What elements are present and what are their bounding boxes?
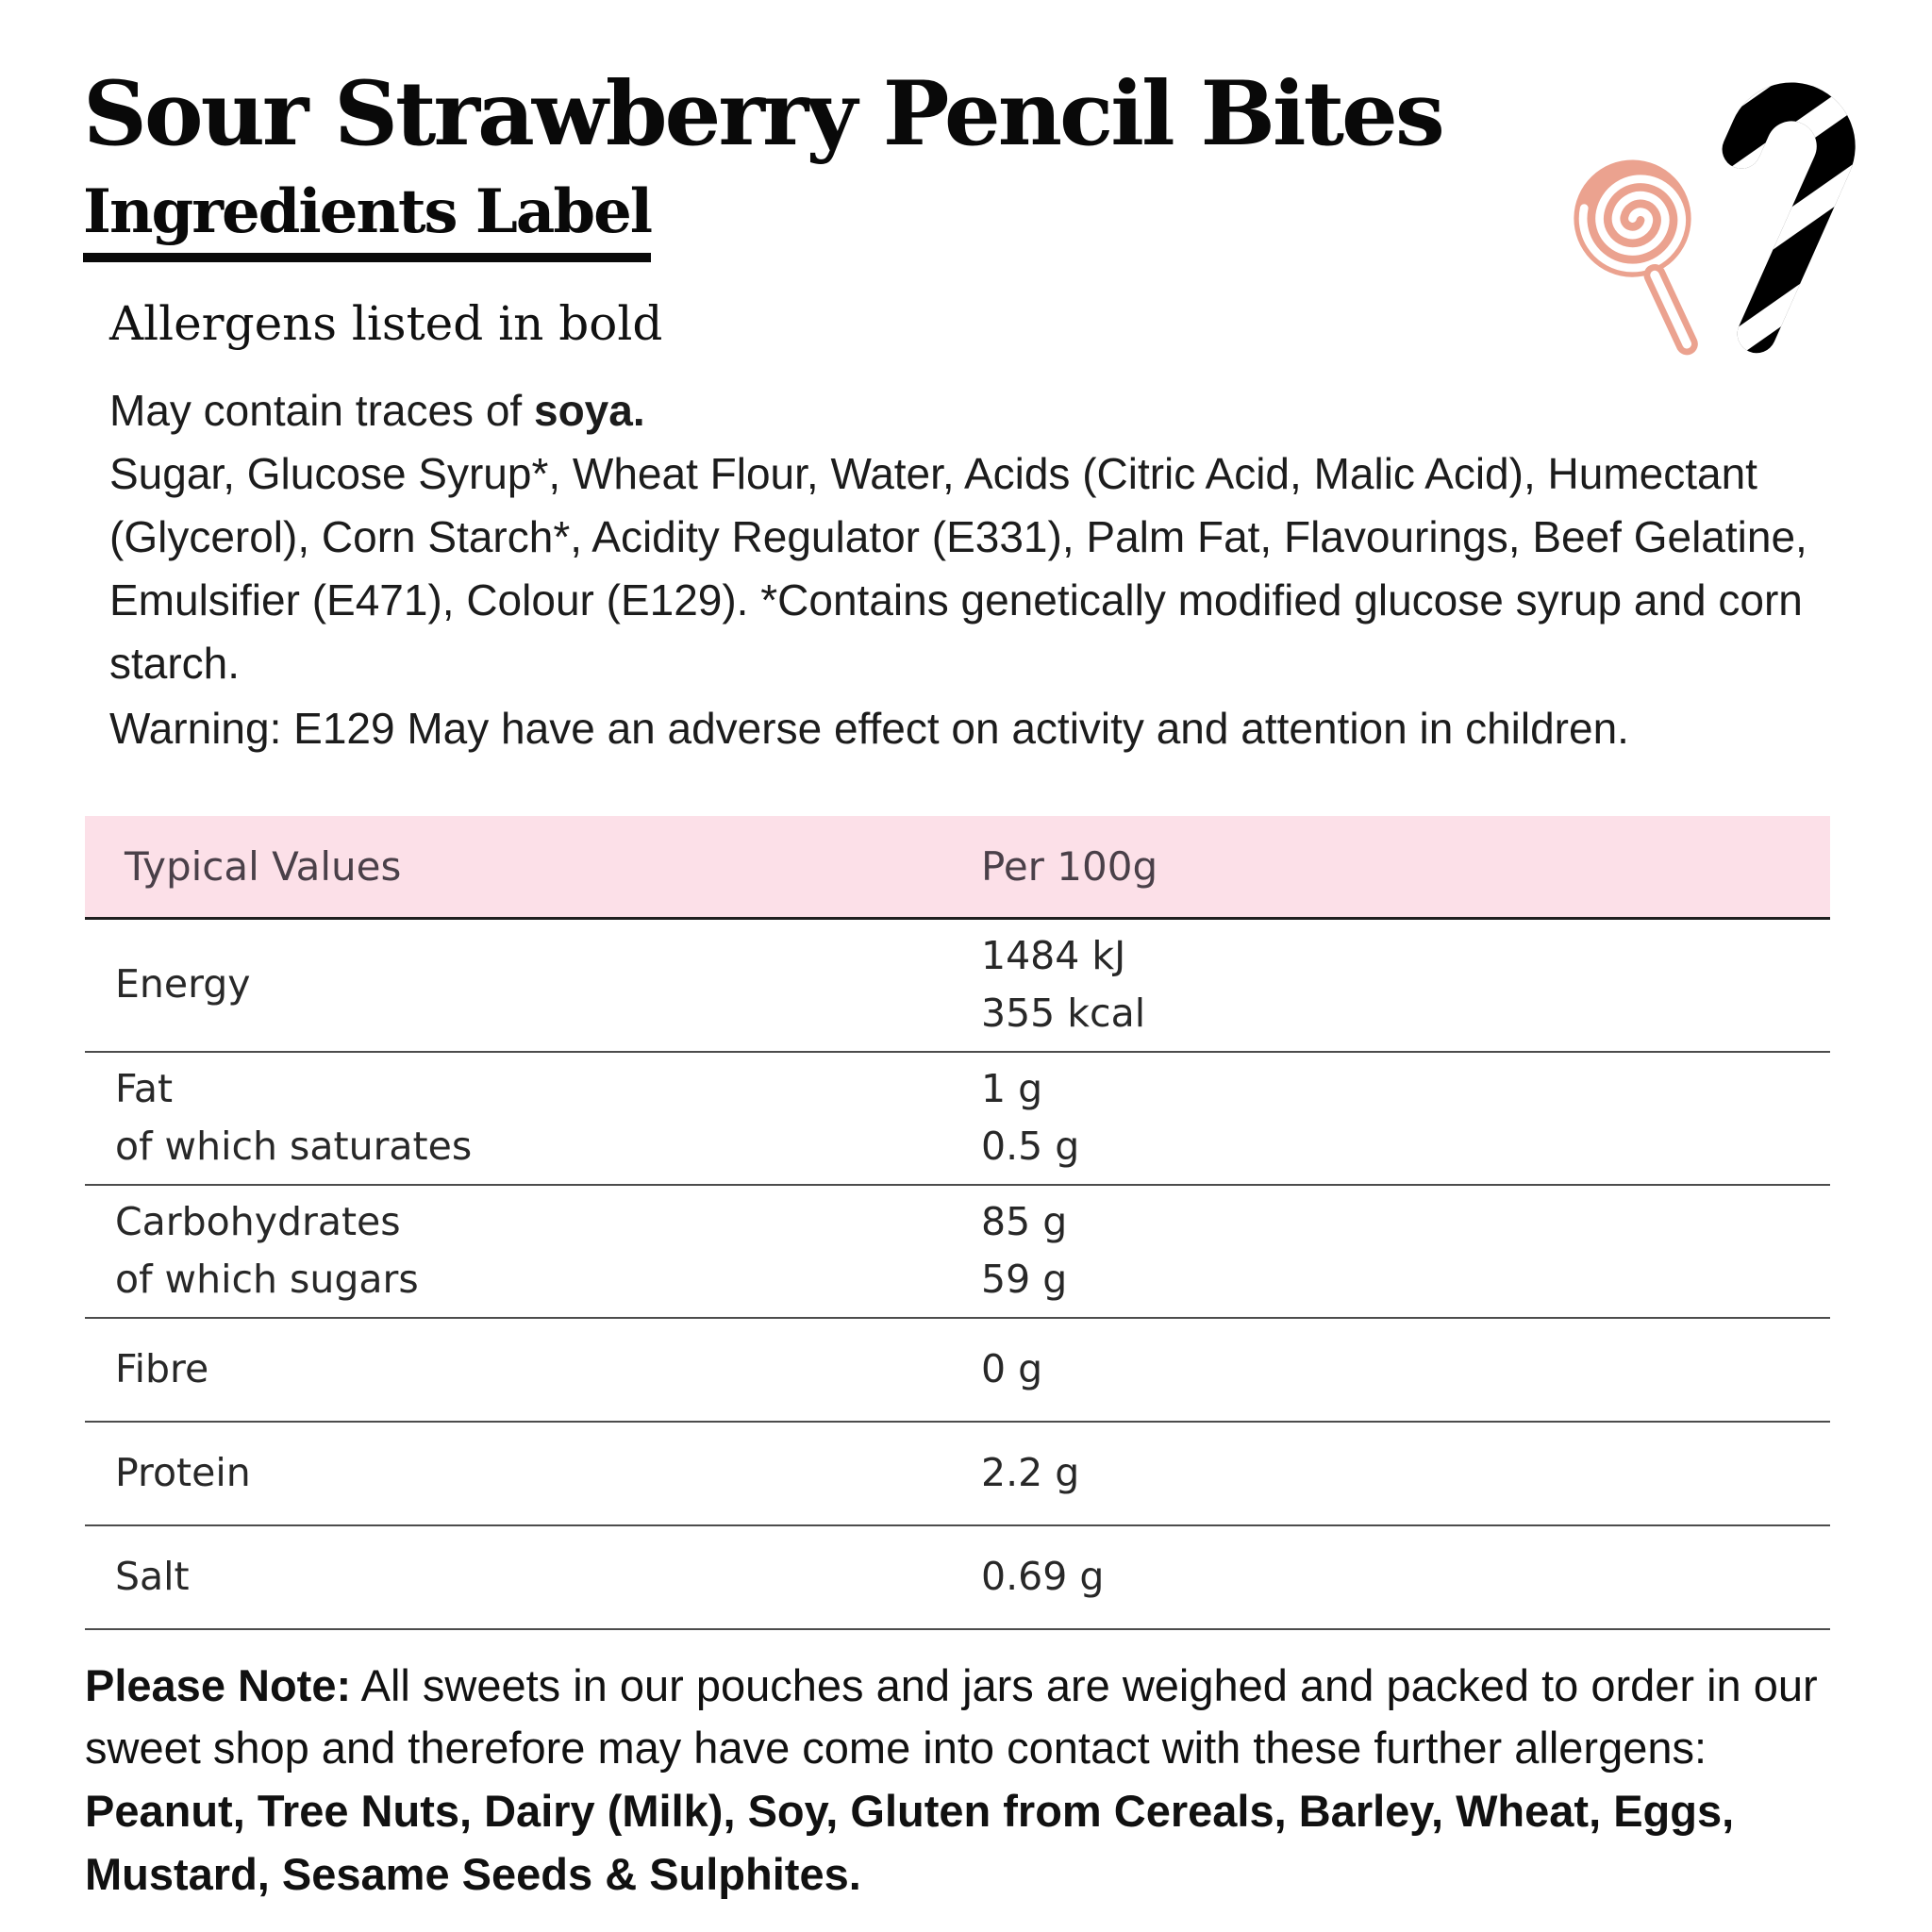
nutrition-table xyxy=(85,816,1830,1630)
ingredients-text xyxy=(109,379,1855,761)
row-value: 0.69 g xyxy=(981,1553,1105,1599)
row-value-2: 355 kcal xyxy=(981,991,1146,1037)
col-header-typical-values: Typical Values xyxy=(125,842,402,890)
row-value-2: 59 g xyxy=(981,1257,1068,1303)
table-row-fibre xyxy=(85,1319,1830,1423)
row-value: 85 g xyxy=(981,1198,1068,1244)
row-label: Fibre xyxy=(115,1345,209,1391)
row-label-2: of which sugars xyxy=(115,1257,419,1303)
allergen-tagline: Allergens listed in bold xyxy=(109,295,663,351)
may-contain-allergen: soya. xyxy=(533,385,645,435)
row-label: Energy xyxy=(115,961,251,1008)
page-title: Sour Strawberry Pencil Bites xyxy=(83,62,1442,166)
e129-warning: Warning: E129 May have an adverse effect on activity and attention in children. xyxy=(109,704,1629,754)
table-row-salt xyxy=(85,1526,1830,1630)
please-note-body: All sweets in our pouches and jars are weighed and packed to order in our sweet shop and therefore may have come into contact with these further allergens: xyxy=(85,1659,1818,1774)
row-value: 1 g xyxy=(981,1065,1043,1111)
ingredients-list: Sugar, Glucose Syrup*, Wheat Flour, Water, Acids (Citric Acid, Malic Acid), Humectant (Glycerol), Corn Starch*, Acidity Regulator (E331), Palm Fat, Flavourings, Beef Gelatine, Emulsifier (E471), Colour (E129). *Contains genetically modified glucose syrup and corn starch. xyxy=(109,448,1807,689)
page-subtitle: Ingredients Label xyxy=(83,176,651,262)
please-note xyxy=(85,1655,1852,1907)
row-label-2: of which saturates xyxy=(115,1124,473,1170)
may-contain-prefix: May contain traces of xyxy=(109,385,534,435)
row-label: Protein xyxy=(115,1449,251,1495)
please-note-prefix: Please Note: xyxy=(85,1659,352,1710)
please-note-allergens: Peanut, Tree Nuts, Dairy (Milk), Soy, Gluten from Cereals, Barley, Wheat, Eggs, Mustard, Sesame Seeds & Sulphites. xyxy=(85,1786,1735,1899)
row-label: Carbohydrates xyxy=(115,1198,401,1244)
col-header-per-100g: Per 100g xyxy=(981,842,1158,890)
candy-cane-icon xyxy=(1674,52,1877,373)
row-label: Fat xyxy=(115,1065,174,1111)
table-row-energy xyxy=(85,920,1830,1053)
row-value-2: 0.5 g xyxy=(981,1124,1080,1170)
row-label: Salt xyxy=(115,1553,190,1599)
row-value: 2.2 g xyxy=(981,1449,1080,1495)
table-row-carbohydrates xyxy=(85,1186,1830,1319)
row-value: 0 g xyxy=(981,1345,1043,1391)
table-row-fat xyxy=(85,1053,1830,1186)
row-value: 1484 kJ xyxy=(981,932,1126,978)
candy-icons xyxy=(1538,52,1915,391)
nutrition-table-header xyxy=(85,816,1830,920)
table-row-protein xyxy=(85,1423,1830,1526)
